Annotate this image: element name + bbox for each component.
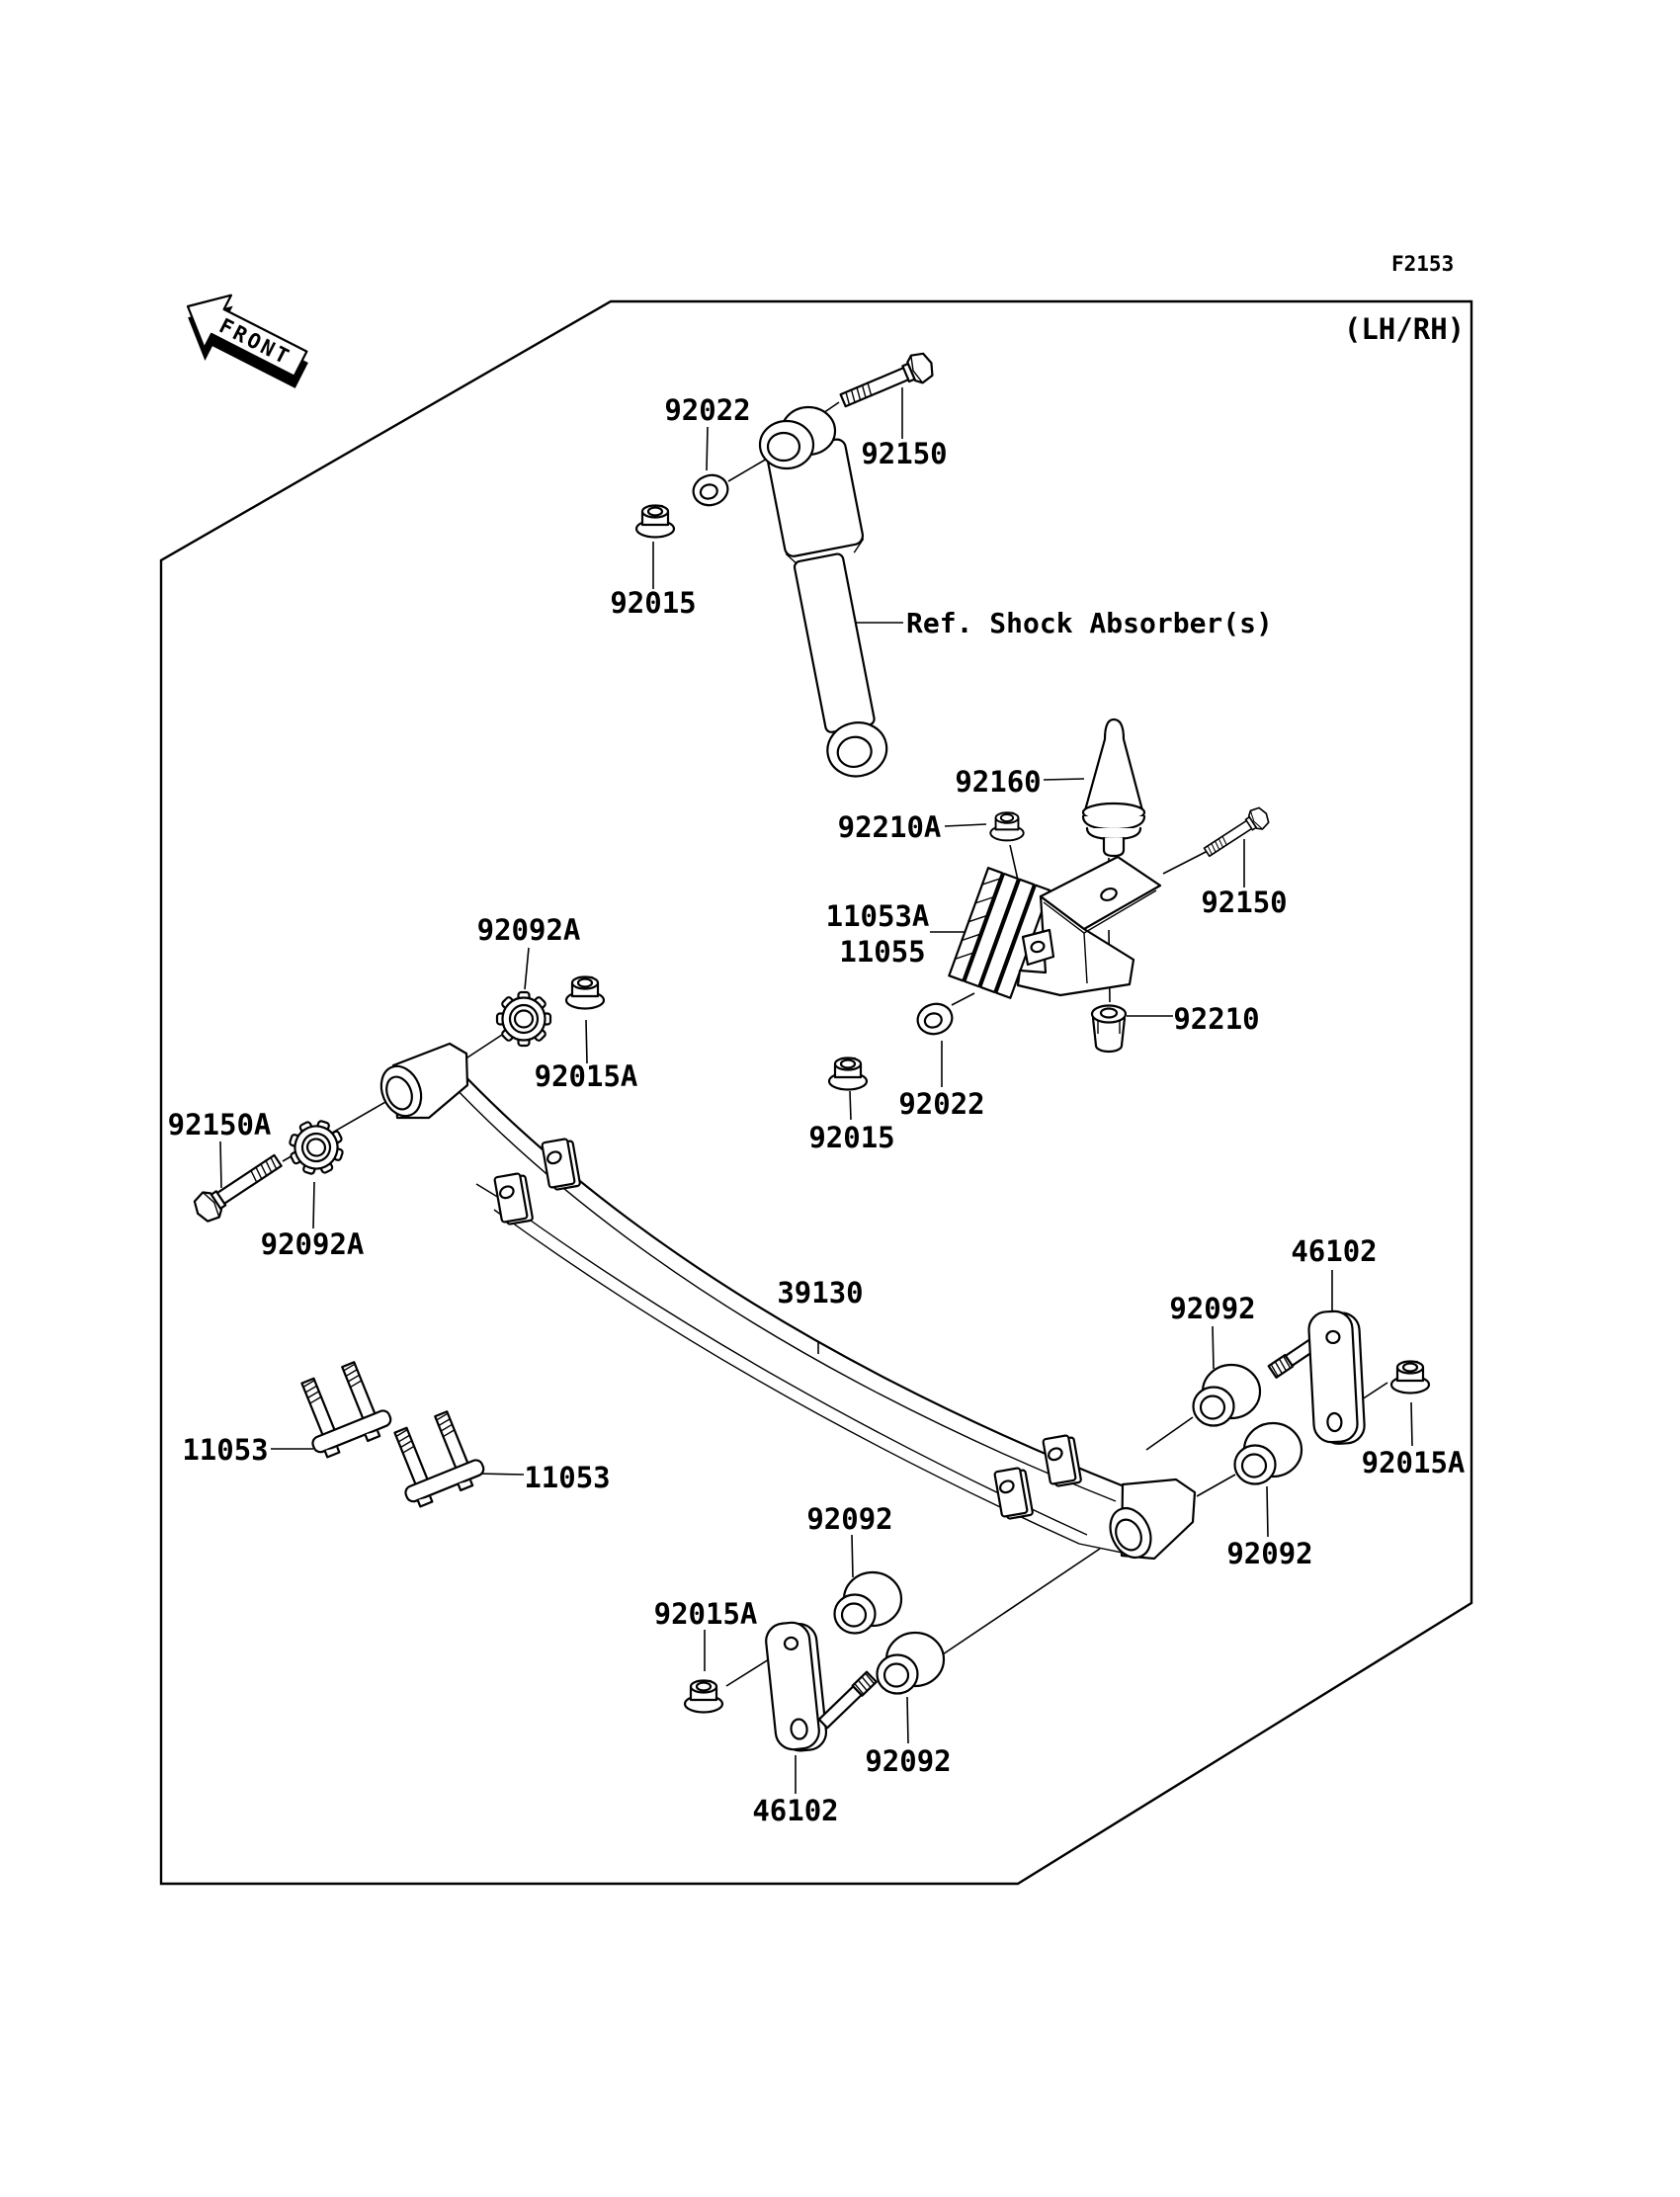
- nut-92210a: [990, 812, 1023, 840]
- part-label-92092a-upper: 92092A: [476, 913, 581, 947]
- part-label-92092a-lower: 92092A: [260, 1227, 365, 1261]
- part-label-11055: 11055: [839, 935, 926, 969]
- part-label-46102-left: 46102: [752, 1794, 839, 1827]
- nut-92015a-left: [685, 1681, 722, 1713]
- part-label-92015-lower: 92015: [808, 1121, 895, 1154]
- part-label-11053-right: 11053: [524, 1461, 611, 1494]
- part-label-92150a: 92150A: [167, 1108, 272, 1141]
- part-label-92092-right-upper: 92092: [1169, 1292, 1256, 1325]
- nut-92015-lower: [829, 1058, 867, 1090]
- figure-code: F2153: [1391, 252, 1455, 276]
- part-label-92022-top: 92022: [664, 393, 751, 427]
- part-label-92150-top: 92150: [861, 437, 948, 470]
- variant-note: (LH/RH): [1343, 312, 1466, 346]
- cog-bushing-front-upper: [497, 992, 550, 1046]
- part-label-92015a-left: 92015A: [653, 1597, 758, 1631]
- part-label-11053a: 11053A: [825, 899, 930, 933]
- part-label-92150-bracket: 92150: [1201, 886, 1288, 919]
- nut-92015-top: [636, 506, 674, 538]
- part-label-92022-lower: 92022: [898, 1087, 985, 1121]
- part-label-92210a: 92210A: [837, 810, 942, 844]
- part-label-92015a-front: 92015A: [534, 1059, 638, 1093]
- part-label-92015a-right: 92015A: [1361, 1446, 1466, 1479]
- part-label-92160: 92160: [955, 765, 1042, 799]
- part-label-92092-left-lower: 92092: [865, 1744, 952, 1778]
- nut-92015a-right: [1391, 1362, 1429, 1394]
- front-arrow-label: FRONT: [214, 313, 295, 371]
- part-label-11053-left: 11053: [182, 1433, 269, 1467]
- part-label-92210: 92210: [1173, 1002, 1260, 1036]
- part-label-92092-right-lower: 92092: [1226, 1537, 1313, 1570]
- shock-absorber-reference-note: Ref. Shock Absorber(s): [906, 607, 1273, 639]
- nut-92015a-front: [566, 977, 604, 1009]
- part-label-39130: 39130: [777, 1276, 864, 1310]
- nut-92210: [1092, 1006, 1126, 1053]
- part-label-92015-top: 92015: [610, 586, 697, 620]
- part-label-92092-left-upper: 92092: [806, 1502, 893, 1536]
- part-label-46102-right: 46102: [1291, 1234, 1378, 1268]
